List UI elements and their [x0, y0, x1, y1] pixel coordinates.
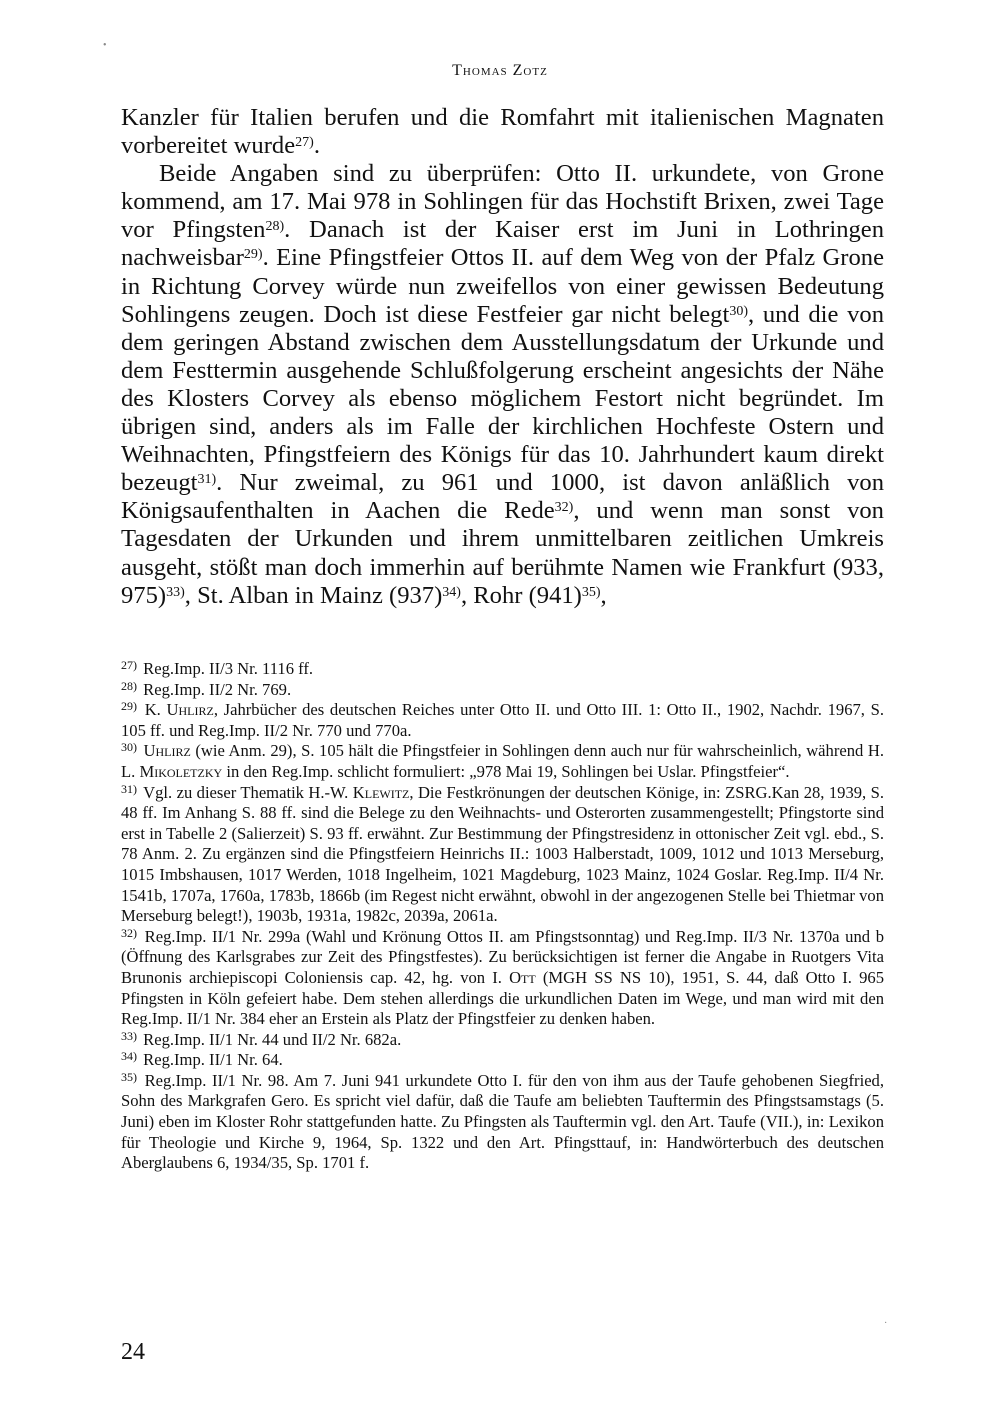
text-run: . Eine Pfingstfeier Ottos II. auf dem Weg von der Pfalz Grone in Richtung Corvey würde nun zweifellos von einer gewissen Bedeutung Sohlingens zeugen. Doch ist diese Festfeier gar nicht belegt — [121, 244, 884, 328]
main-text — [121, 104, 884, 610]
footnote-ref: 28) — [265, 219, 285, 235]
text-run: Reg.Imp. II/1 Nr. 44 und II/2 Nr. 682a. — [143, 1029, 402, 1049]
text-run: Reg.Imp. II/3 Nr. 1116 ff. — [143, 659, 314, 678]
running-header: Thomas Zotz — [452, 62, 548, 79]
author-name: Klewitz — [352, 782, 410, 802]
text-run: in den Reg.Imp. schlicht formuliert: „978 Mai 19, Sohlingen bei Uslar. Pfingstfeier“. — [222, 761, 790, 781]
footnote — [121, 1071, 884, 1174]
text-run: , St. Alban in Mainz (937) — [184, 581, 443, 609]
footnote-ref: 31) — [197, 472, 217, 488]
text-run: , Die Festkrönungen der deutschen Könige, in: ZSRG.Kan 28, 1939, S. 48 ff. Im Anhang S. 88 ff. sind die Belege zu den Weihnachts- und Osterorten zusammengestellt; Pfingstorte sind erst in Tabelle 2 (Salierzeit) S. 93 ff. erwähnt. Zur Bestimmung der Pfingstresidenz in ottonischer Zeit vgl. ebd., S. 78 Anm. 2. Zu ergänzen sind die Pfingstfeiern Heinrichs II.: 1003 Halberstadt, 1009, 1012 und 1013 Merseburg, 1015 Imbshausen, 1017 Werden, 1018 Ingelheim, 1021 Magdeburg, 1023 Mainz, 1024 Goslar. Reg.Imp. II/4 Nr. 1541b, 1707a, 1760a, 1783b, 1866b (im Regest nicht erwähnt, obwohl in der angezogenen Stelle bei Thietmar von Merseburg belegt!), 1903b, 1931a, 1982c, 2039a, 2061a. — [121, 782, 884, 926]
footnote — [121, 783, 884, 927]
footnote-ref: 33) — [166, 584, 185, 600]
text-run: . — [313, 132, 320, 160]
scan-speck-mark: • — [103, 40, 107, 51]
text-run: , — [600, 581, 607, 609]
author-name: Uhlirz — [166, 700, 214, 720]
text-run: K. — [144, 700, 167, 720]
text-run: Beide Angaben sind zu überprüfen: Otto II. urkundete, von Grone kommend, am 17. Mai 978 in Sohlingen für das Hochstift Brixen, zwei Tage vor Pfingsten — [121, 160, 884, 244]
text-run: Reg.Imp. II/2 Nr. 769. — [143, 679, 292, 699]
text-run: Reg.Imp. II/1 Nr. 64. — [143, 1050, 283, 1070]
author-name: Mikoletzky — [139, 761, 223, 781]
footnote-number: 35) — [121, 1069, 137, 1084]
footnote-ref: 35) — [581, 584, 601, 600]
text-run: , und die von dem geringen Abstand zwischen dem Ausstellungsdatum der Urkunde und dem Festtermin ausgehende Schlußfolgerung erscheint angesichts der Nähe des Klosters Corvey als ebenso möglichem Festort nicht begründet. Im übrigen sind, anders als im Falle der kirchlichen Hochfeste Ostern und Weihnachten, Pfingstfeiern des Königs für das 10. Jahrhundert kaum direkt bezeugt — [121, 300, 885, 497]
footnote-number: 27) — [121, 658, 137, 672]
footnote-number: 33) — [121, 1028, 137, 1043]
text-run: Reg.Imp. II/1 Nr. 98. Am 7. Juni 941 urkundete Otto I. für den von ihm aus der Taufe gehobenen Siegfried, Sohn des Markgrafen Gero. Es spricht viel dafür, daß die Taufe am beliebten Tauftermin des Pfingstsamstags (5. Juni) eben im Kloster Rohr stattgefunden hatte. Zu Pfingsten als Tauftermin vgl. den Art. Taufe (VII.), in: Lexikon für Theologie und Kirche 9, 1964, Sp. 1322 und den Art. Pfingsttauf, in: Handwörterbuch des deutschen Aberglaubens 6, 1934/35, Sp. 1701 f. — [121, 1070, 885, 1173]
text-run: (wie Anm. 29), S. 105 hält die Pfingstfeier in Sohlingen denn auch nur für wahrscheinlich, während H. L. — [121, 741, 884, 781]
footnote — [121, 1030, 884, 1051]
footnote-number: 29) — [121, 699, 137, 714]
author-name: Uhlirz — [143, 741, 191, 761]
text-run: Reg.Imp. II/1 Nr. 299a (Wahl und Krönung Ottos II. am Pfingstsonntag) und Reg.Imp. II/3 Nr. 1370a und b (Öffnung des Karlsgrabes zur Zeit des Pfingstfestes). Zu berücksichtigen ist ferner die Angabe in Ruotgers Vita Brunonis archiepiscopi Coloniensis cap. 42, hg. von I. — [121, 926, 884, 987]
text-run: , Jahrbücher des deutschen Reiches unter Otto II. und Otto III. 1: Otto II., 1902, Nachdr. 1967, S. 105 ff. und Reg.Imp. II/2 Nr. 770 und 770a. — [121, 700, 885, 740]
footnote-ref: 34) — [442, 584, 461, 600]
text-run: . Danach ist der Kaiser erst im Juni in Lothringen nachweisbar — [121, 216, 885, 272]
text-run: , und wenn man sonst von Tagesdaten der Urkunden und ihrem unmittelbaren zeitlichen Umkreis ausgeht, stößt man doch immerhin auf berühmte Namen wie Frankfurt (933, 975) — [121, 497, 884, 609]
footnote — [121, 741, 884, 782]
footnote — [121, 700, 884, 741]
footnote-ref: 29) — [243, 247, 263, 263]
paragraph — [121, 104, 884, 160]
footnote-ref: 32) — [554, 500, 574, 516]
page-number: 24 — [121, 1339, 145, 1365]
footnote-number: 32) — [121, 925, 137, 940]
paragraph — [121, 160, 884, 610]
text-run: . Nur zweimal, zu 961 und 1000, ist davon anläßlich von Königsaufenthalten in Aachen die Rede — [121, 469, 884, 525]
footnote — [121, 659, 884, 680]
footnote-number: 31) — [121, 781, 137, 796]
footnote-number: 34) — [121, 1049, 137, 1064]
text-run: Vgl. zu dieser Thematik H.-W. — [143, 782, 353, 802]
footnotes — [121, 659, 884, 1174]
text-run: , Rohr (941) — [460, 581, 582, 609]
author-name: Ott — [509, 967, 536, 987]
footnote — [121, 1050, 884, 1071]
footnote — [121, 680, 884, 701]
footnote-ref: 30) — [729, 303, 748, 319]
footnote-ref: 27) — [295, 135, 314, 151]
footnote-number: 30) — [121, 740, 137, 755]
footnote — [121, 927, 884, 1030]
text-run: (MGH SS NS 10), 1951, S. 44, daß Otto I. 965 Pfingsten in Köln gefeiert habe. Dem stehen allerdings die urkundlichen Daten im Wege, und man wird mit den Reg.Imp. II/1 Nr. 384 eher an Erstein als Platz der Pfingstfeier zu denken haben. — [121, 967, 884, 1029]
footnote-number: 28) — [121, 678, 137, 693]
scan-speck-mark: · — [884, 1318, 888, 1329]
text-run: Kanzler für Italien berufen und die Romfahrt mit italienischen Magnaten vorbereitet wurde — [121, 104, 884, 160]
